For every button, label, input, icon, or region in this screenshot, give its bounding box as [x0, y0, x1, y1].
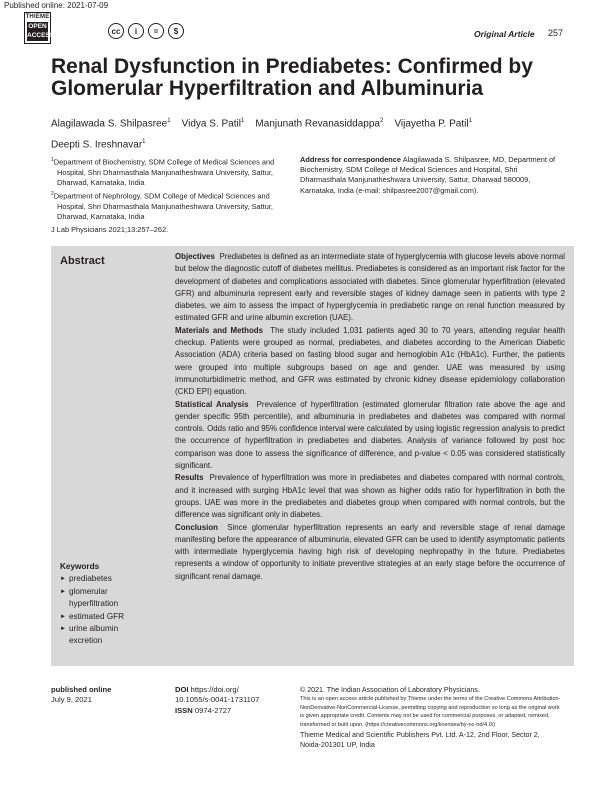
publication-info	[51, 685, 111, 706]
doi-label: DOI	[175, 685, 189, 694]
affiliation-text: Department of Nephrology, SDM College of Medical Sciences and Hospital, Shri Dharmasthala Manjunatheshwara University, Sattur, Dharwad, Karnataka, India	[53, 191, 273, 221]
published-label: published online	[51, 685, 112, 694]
doi-issn-info	[175, 685, 259, 716]
page-number: 257	[548, 28, 564, 38]
cc-icon: cc	[108, 23, 124, 39]
affiliation-sup: 1	[51, 157, 54, 163]
abstract-section-text: Since glomerular hyperfiltration represents an early and reversible stage of renal damage manifesting before the appearance of albuminuria, elevated GFR can be used to identify asymptomatic patients with intermediate hyperglycemia having high risk of developing nephropathy in the future. Prediabetes represents a window of opportunity to initiate preventive strategies at an early stage before the occurrence of significant renal damage.	[175, 522, 565, 581]
copyright-line: © 2021. The Indian Association of Laboratory Physicians.	[300, 686, 480, 694]
author-name: Vidya S. Patil	[181, 118, 241, 130]
logo-line-1: THIEME	[25, 14, 50, 20]
author-name: Manjunath Revanasiddappa	[255, 118, 380, 130]
affiliations	[51, 155, 293, 223]
logo-line-2: OPEN ACCESS	[27, 23, 55, 39]
author-sup: 1	[167, 118, 171, 124]
author-name: Deepti S. Ireshnavar	[51, 139, 143, 151]
author-list	[51, 112, 551, 155]
keyword-item: ► urine albumin excretion	[60, 623, 147, 648]
abstract-section	[175, 325, 565, 399]
doi-link[interactable]: https://doi.org/	[190, 685, 239, 694]
affiliation-text: Department of Biochemistry, SDM College of Medical Sciences and Hospital, Shri Dharmasthala Manjunatheshwara University, Sattur, Dharwad, Karnataka, India	[53, 157, 275, 187]
abstract-section	[175, 472, 565, 521]
nc-icon: $	[168, 23, 184, 39]
author-name: Vijayetha P. Patil	[394, 118, 469, 130]
copyright-block	[300, 685, 562, 750]
keywords-list	[60, 573, 147, 647]
affiliation	[51, 155, 293, 188]
abstract-heading: Abstract	[60, 255, 105, 267]
abstract-section-label: Statistical Analysis	[175, 399, 249, 409]
abstract-section-text: The study included 1,031 patients aged 30 to 70 years, attending regular health checkup. Patients were grouped as normal, prediabetes, and diabetes according to the American Diabetic Association (ADA) criteria based on fasting blood sugar and hemoglobin A1c (HbA1c). Further, the patients were grouped into multiple subgroups based on age and gender. UAE was measured by using immunoturbidimetric method, and GFR was estimated by chronic kidney disease epidemiology collaboration (CKD EPI) equation.	[175, 325, 565, 397]
keyword-item: ► estimated GFR	[60, 611, 147, 623]
nd-icon: =	[148, 23, 164, 39]
doi-id: 10.1055/s-0041-1731107	[175, 695, 260, 705]
correspondence-text: Alagilawada S. Shilpasree, MD, Department of Biochemistry, SDM College of Medical Sciences and Hospital, Shri Dharmasthala Manjunatheshwara University, Sattur, Dharwad 580009, Karnataka, India (e-mail: shilpasree2007@gmail.com).	[300, 155, 556, 195]
article-title: Renal Dysfunction in Prediabetes: Confirmed by Glomerular Hyperfiltration and Albuminuria	[51, 55, 533, 100]
keyword-item: ► prediabetes	[60, 573, 147, 585]
abstract-section	[175, 251, 565, 325]
abstract-section-label: Results	[175, 473, 204, 483]
section-label: Original Article	[474, 29, 535, 39]
abstract-body	[175, 251, 565, 583]
correspondence-label: Address for correspondence	[300, 155, 402, 164]
author-sup: 2	[379, 118, 384, 124]
affiliation	[51, 189, 293, 222]
abstract-section-text: Prevalence of hyperfiltration was more in prediabetes and diabetes compared with normal controls, and it increased with surging HbA1c level that was shown as higher odds ratio for hyperfiltration in both the groups. UAE was more in the prediabetes and diabetes group when compared with normal controls, but the difference was significant only in diabetes.	[175, 473, 565, 520]
author-sup: 1	[468, 118, 472, 124]
affiliation-sup: 2	[51, 191, 54, 198]
keywords-heading: Keywords	[60, 562, 100, 571]
publisher-info: Thieme Medical and Scientific Publishers Pvt. Ltd. A-12, 2nd Floor, Sector 2, Noida-201301 UP, India	[300, 730, 540, 749]
author-name: Alagilawada S. Shilpasree	[51, 118, 168, 130]
license-icons	[108, 23, 184, 39]
issn-value: 0974-2727	[194, 705, 232, 715]
abstract-section-text: Prediabetes is defined as an intermediate state of hyperglycemia with glucose levels above normal but below the diagnostic cutoff of diabetes mellitus. Prediabetes is considered as an important risk factor for the development of diabetes and complications associated with diabetes. Since glomerular hyperfiltration (elevated GFR) and albuminuria represent early and reversible stages of kidney damage seen in patients with type 2 diabetes, we aim to assess the impact of hyperglycemia in prediabetic range on renal function measured by estimated GFR and urine albumin excretion (UAE).	[175, 252, 566, 323]
abstract-section-label: Materials and Methods	[175, 325, 263, 335]
keywords-block	[60, 561, 147, 648]
citation: J Lab Physicians 2021;13:257–262.	[51, 225, 169, 234]
abstract-section-label: Objectives	[175, 252, 215, 261]
abstract-section	[175, 399, 565, 473]
issn-label: ISSN	[175, 705, 193, 715]
published-date: July 9, 2021	[51, 695, 92, 705]
abstract-section-label: Conclusion	[175, 522, 218, 532]
author-sup: 1	[240, 118, 245, 124]
abstract-section	[175, 522, 565, 583]
author-sup: 1	[142, 139, 146, 146]
abstract-section-text: Prevalence of hyperfiltration (estimated glomerular filtration rate above the age and gender specific 95th percentile), and albuminuria in prediabetes and diabetes was compared with normal controls. Odds ratio and 95% confidence interval were calculated by using logistic regression analysis to predict the occurrence of hyperfiltration in prediabetes and diabetes. Analysis of variance followed by post hoc comparison was done to assess the significance of difference, and p-value < 0.05 was considered statistically significant.	[175, 399, 565, 471]
correspondence	[300, 155, 560, 196]
thieme-open-access-logo	[24, 12, 55, 44]
license-text: This is an open access article published by Thieme under the terms of the Creative Commons Attribution-NonDerivative-NonCommercial-License, permitting copying and reproduction so long as the original work is given appropriate credit. Contents may not be used for commercial purposes, or adapted, remixed, transformed or built upon. (https://creativecommons.org/licenses/by-nc-nd/4.0/)	[300, 696, 561, 729]
by-icon: i	[128, 23, 144, 39]
keyword-item: ► glomerular hyperfiltration	[60, 586, 147, 611]
published-online-stamp: Published online: 2021-07-09	[4, 1, 109, 10]
